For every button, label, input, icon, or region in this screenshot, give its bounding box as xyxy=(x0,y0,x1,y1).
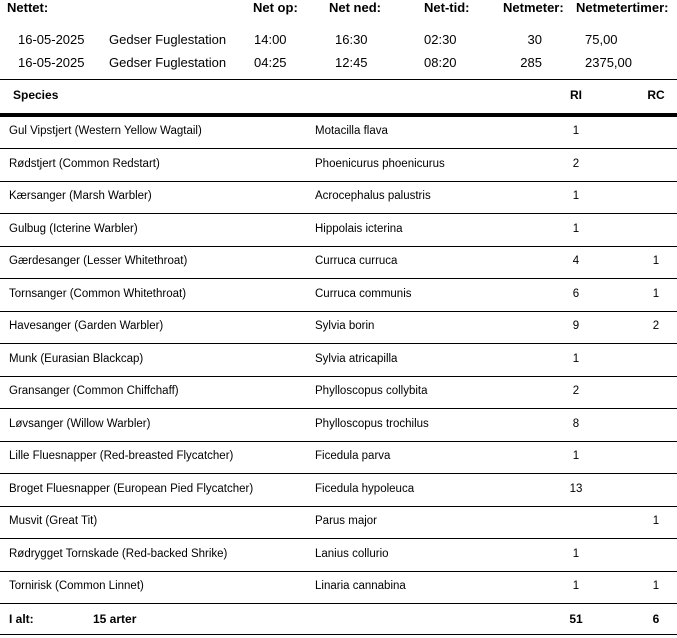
net-down-time: 12:45 xyxy=(335,55,368,70)
table-row xyxy=(0,475,677,507)
table-row xyxy=(0,312,677,344)
net-down-time: 16:30 xyxy=(335,32,368,47)
ri-column-header: RI xyxy=(570,88,582,102)
species-name: Havesanger (Garden Warbler) xyxy=(9,320,164,332)
species-name: Gransanger (Common Chiffchaff) xyxy=(9,385,179,397)
ri-count: 8 xyxy=(572,417,580,430)
table-row xyxy=(0,247,677,279)
net-hours-header: Netmetertimer: xyxy=(576,0,669,15)
net-up-time: 14:00 xyxy=(254,32,287,47)
species-scientific-name: Sylvia atricapilla xyxy=(315,352,398,365)
species-scientific-name: Sylvia borin xyxy=(315,320,375,332)
ri-count: 2 xyxy=(572,385,580,397)
total-label: I alt: xyxy=(9,612,34,626)
species-scientific-name: Curruca curruca xyxy=(315,255,398,267)
table-row xyxy=(0,377,677,409)
ri-count: 13 xyxy=(569,482,583,495)
rc-count: 1 xyxy=(652,515,660,527)
species-scientific-name: Curruca communis xyxy=(315,287,412,300)
ri-count: 1 xyxy=(572,222,580,235)
species-name: Rødrygget Tornskade (Red-backed Shrike) xyxy=(9,547,228,560)
table-row xyxy=(0,117,677,149)
footer-divider xyxy=(0,634,677,635)
species-name: Broget Fluesnapper (European Pied Flycatcher) xyxy=(9,482,254,495)
net-meters: 30 xyxy=(527,32,542,47)
species-name: Tornsanger (Common Whitethroat) xyxy=(9,287,187,300)
species-name: Løvsanger (Willow Warbler) xyxy=(9,417,151,430)
ri-count: 1 xyxy=(572,450,580,462)
rc-count: 1 xyxy=(652,580,660,592)
net-duration: 08:20 xyxy=(424,55,457,70)
table-top-divider xyxy=(0,79,677,80)
species-name: Lille Fluesnapper (Red-breasted Flycatcher) xyxy=(9,450,234,462)
table-row xyxy=(0,442,677,474)
species-scientific-name: Linaria cannabina xyxy=(315,580,406,592)
species-name: Musvit (Great Tit) xyxy=(9,515,98,527)
species-name: Tornirisk (Common Linnet) xyxy=(9,580,144,592)
rc-column-header: RC xyxy=(647,88,665,102)
ri-count: 1 xyxy=(572,352,580,365)
net-duration: 02:30 xyxy=(424,32,457,47)
table-row xyxy=(0,572,677,604)
net-label: Nettet: xyxy=(7,0,49,15)
net-up-time: 04:25 xyxy=(254,55,287,70)
net-up-header: Net op: xyxy=(253,0,298,15)
ri-total: 51 xyxy=(569,612,583,626)
net-date: 16-05-2025 xyxy=(18,55,85,70)
species-scientific-name: Phylloscopus trochilus xyxy=(315,417,429,430)
table-row xyxy=(0,540,677,572)
rc-count: 1 xyxy=(652,255,660,267)
table-row xyxy=(0,507,677,539)
net-date: 16-05-2025 xyxy=(18,32,85,47)
species-scientific-name: Ficedula parva xyxy=(315,450,391,462)
species-name: Gul Vipstjert (Western Yellow Wagtail) xyxy=(9,125,202,137)
species-name: Gærdesanger (Lesser Whitethroat) xyxy=(9,255,188,267)
net-station: Gedser Fuglestation xyxy=(109,55,227,70)
rc-count: 2 xyxy=(652,320,660,332)
table-row xyxy=(0,215,677,247)
net-time-header: Net-tid: xyxy=(424,0,470,15)
ri-count: 1 xyxy=(572,190,580,202)
species-scientific-name: Phoenicurus phoenicurus xyxy=(315,157,445,170)
row-divider xyxy=(0,603,677,604)
species-count: 15 arter xyxy=(93,612,137,626)
ri-count: 4 xyxy=(572,255,580,267)
species-column-header: Species xyxy=(13,88,59,102)
ri-count: 1 xyxy=(572,125,580,137)
ri-count: 6 xyxy=(572,287,580,300)
species-name: Munk (Eurasian Blackcap) xyxy=(9,352,144,365)
species-scientific-name: Hippolais icterina xyxy=(315,222,403,235)
species-name: Kærsanger (Marsh Warbler) xyxy=(9,190,152,202)
species-name: Gulbug (Icterine Warbler) xyxy=(9,222,138,235)
ri-count: 1 xyxy=(572,547,580,560)
species-scientific-name: Parus major xyxy=(315,515,377,527)
ri-count: 1 xyxy=(572,580,580,592)
ri-count: 2 xyxy=(572,157,580,170)
species-scientific-name: Lanius collurio xyxy=(315,547,389,560)
table-row xyxy=(0,150,677,182)
species-scientific-name: Motacilla flava xyxy=(315,125,388,137)
rc-total: 6 xyxy=(652,612,660,626)
species-scientific-name: Acrocephalus palustris xyxy=(315,190,431,202)
species-name: Rødstjert (Common Redstart) xyxy=(9,157,160,170)
net-meters: 285 xyxy=(520,55,542,70)
net-meter-hours: 2375,00 xyxy=(585,55,632,70)
table-row xyxy=(0,280,677,312)
table-row xyxy=(0,182,677,214)
net-meter-hours: 75,00 xyxy=(585,32,618,47)
net-meters-header: Netmeter: xyxy=(503,0,564,15)
table-row xyxy=(0,345,677,377)
ri-count: 9 xyxy=(572,320,580,332)
species-scientific-name: Phylloscopus collybita xyxy=(315,385,428,397)
species-scientific-name: Ficedula hypoleuca xyxy=(315,482,415,495)
net-station: Gedser Fuglestation xyxy=(109,32,227,47)
table-row xyxy=(0,410,677,442)
rc-count: 1 xyxy=(652,287,660,300)
net-down-header: Net ned: xyxy=(329,0,381,15)
